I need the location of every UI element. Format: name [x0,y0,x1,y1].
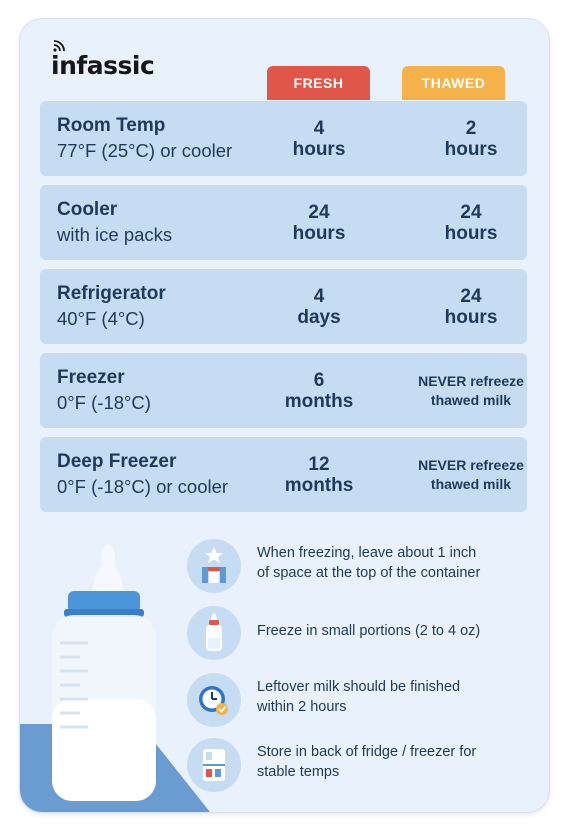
thawed-duration [411,185,531,260]
fresh-amount: 24 [308,201,330,223]
freezer-container-icon [187,539,241,593]
thawed-unit: hours [444,306,498,328]
tip-text [257,621,537,641]
tip-line: When freezing, leave about 1 inch [257,545,477,561]
thawed-header: THAWED [402,66,505,100]
tip-line: within 2 hours [257,699,347,715]
row-condition: 40°F (4°C) [57,308,145,329]
thawed-duration [411,353,531,428]
thawed-duration [411,101,531,176]
tip-line: Store in back of fridge / freezer for [257,744,477,760]
fresh-amount: 6 [313,369,325,391]
thawed-amount: 2 [465,117,477,139]
fresh-unit: hours [292,138,346,160]
tip-line: stable temps [257,764,340,780]
row-name: Deep Freezer [57,451,177,472]
storage-row-refrigerator [40,269,527,344]
thawed-warning: NEVER refreeze [418,456,524,473]
tip-text [257,742,537,782]
fresh-unit: hours [292,222,346,244]
fresh-duration [259,437,379,512]
row-condition: 0°F (-18°C) [57,392,151,413]
storage-row-deep-freezer [40,437,527,512]
fresh-unit: months [284,474,354,496]
fresh-header: FRESH [267,66,370,100]
row-name: Refrigerator [57,283,166,304]
thawed-amount: 24 [460,201,482,223]
tip-text [257,677,537,717]
row-condition: with ice packs [57,224,173,245]
storage-row-cooler [40,185,527,260]
brand-logo: infassic [51,51,155,80]
storage-row-room-temp [40,101,527,176]
thawed-warning-detail: thawed milk [430,391,512,408]
fresh-amount: 4 [313,117,325,139]
row-name: Cooler [57,199,118,220]
fresh-duration [259,269,379,344]
small-bottle-icon [187,606,241,660]
thawed-unit: hours [444,138,498,160]
thawed-unit: hours [444,222,498,244]
row-condition: 0°F (-18°C) or cooler [57,476,229,497]
row-condition: 77°F (25°C) or cooler [57,140,233,161]
tip-line: of space at the top of the container [257,565,481,581]
tip-line: Freeze in small portions (2 to 4 oz) [257,623,481,639]
fridge-icon [187,738,241,792]
thawed-warning-detail: thawed milk [430,475,512,492]
fresh-duration [259,101,379,176]
thawed-duration [411,437,531,512]
storage-guide-card [20,19,549,812]
fresh-duration [259,353,379,428]
fresh-amount: 4 [313,285,325,307]
row-name: Room Temp [57,115,166,136]
thawed-duration [411,269,531,344]
fresh-amount: 12 [308,453,330,475]
tip-text [257,543,537,583]
fresh-unit: months [284,390,354,412]
fresh-duration [259,185,379,260]
clock-check-icon [187,673,241,727]
row-name: Freezer [57,367,125,388]
thawed-warning: NEVER refreeze [418,372,524,389]
tip-line: Leftover milk should be finished [257,679,461,695]
storage-row-freezer [40,353,527,428]
fresh-unit: days [297,306,341,328]
thawed-amount: 24 [460,285,482,307]
